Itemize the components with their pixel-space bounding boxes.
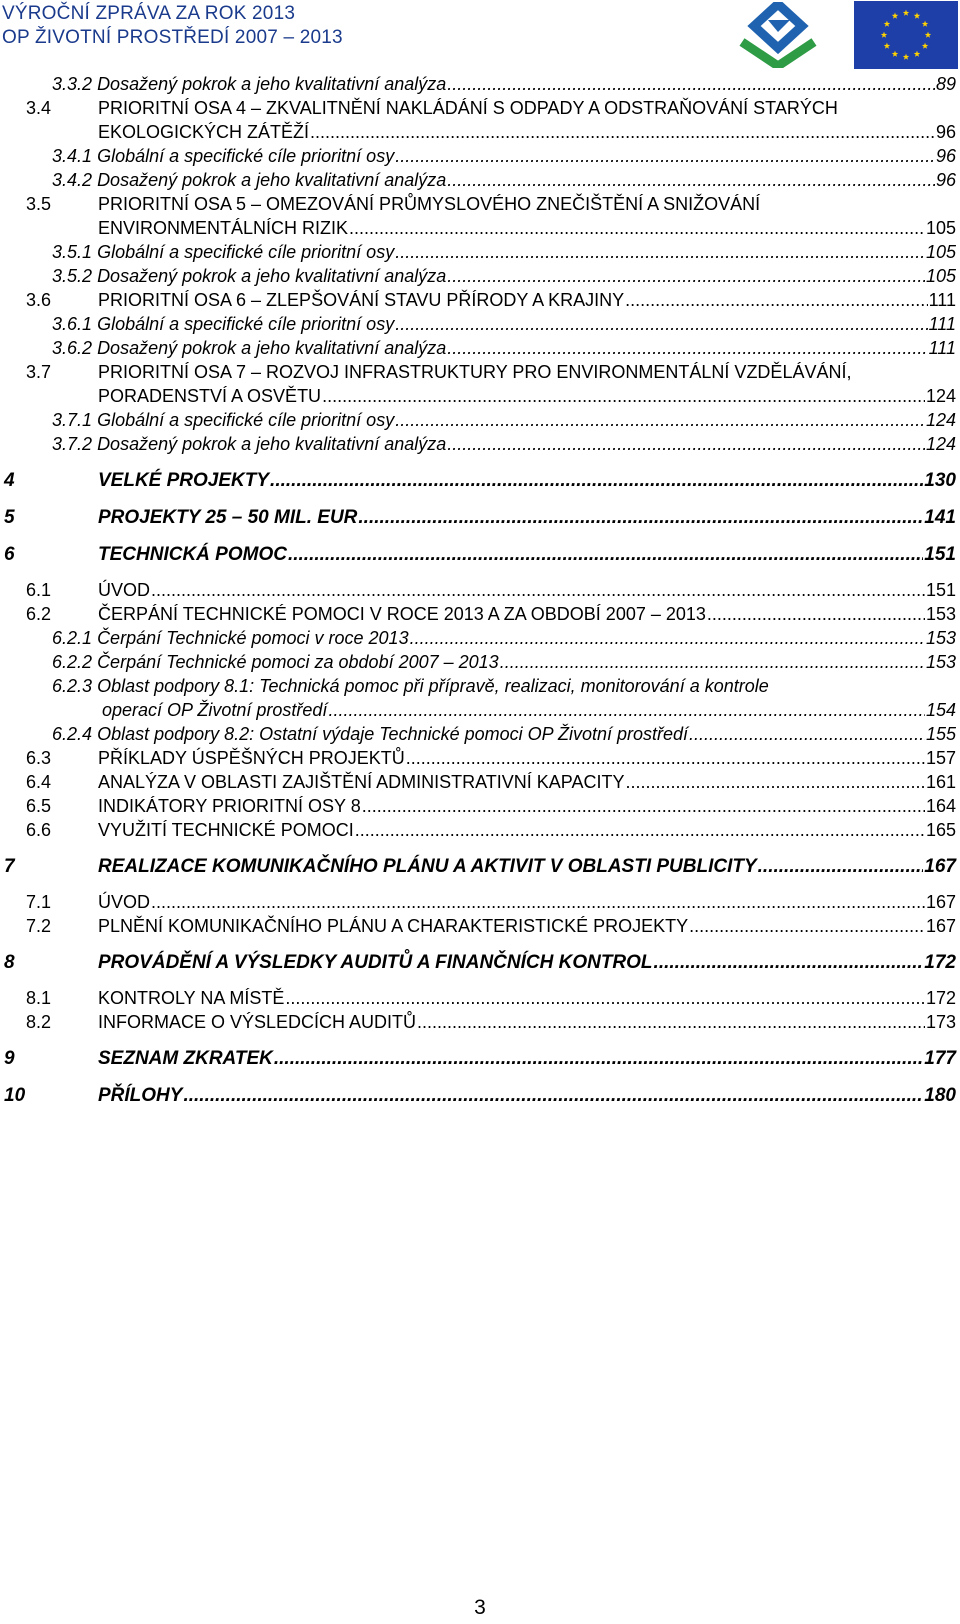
toc-page-number: 151 [925, 580, 956, 600]
toc-number: 4 [4, 470, 15, 491]
toc-page-number: 167 [925, 892, 956, 912]
toc-leader-dots [406, 746, 925, 770]
toc-page-number: 161 [925, 772, 956, 792]
toc-page-number: 124 [925, 410, 956, 430]
toc-number: 10 [4, 1085, 26, 1106]
toc-title: Dosažený pokrok a jeho kvalitativní analýza [97, 434, 447, 454]
toc-page-number: 124 [925, 434, 956, 454]
toc-number: 3.4.2 [52, 170, 93, 190]
toc-entry[interactable] [0, 986, 960, 1010]
toc-page-number: 105 [925, 266, 956, 286]
toc-title: KONTROLY NA MÍSTĚ [98, 988, 285, 1008]
toc-title: Dosažený pokrok a jeho kvalitativní analýza [97, 74, 447, 94]
toc-entry[interactable] [0, 914, 960, 938]
toc-entry[interactable] [0, 770, 960, 794]
toc-entry[interactable] [0, 432, 960, 456]
toc-entry[interactable] [0, 818, 960, 842]
toc-title: ANALÝZA V OBLASTI ZAJIŠTĚNÍ ADMINISTRATIVNÍ KAPACITY [98, 772, 625, 792]
toc-entry[interactable] [0, 469, 960, 493]
toc-entry[interactable] [0, 626, 960, 650]
toc-title: Globální a specifické cíle prioritní osy [97, 410, 395, 430]
toc-number: 6.1 [26, 580, 52, 600]
toc-leader-dots [410, 626, 925, 650]
toc-number: 3.7.2 [52, 434, 93, 454]
toc-leader-dots [447, 432, 925, 456]
table-of-contents [0, 72, 960, 1108]
toc-page-number: 111 [928, 290, 956, 310]
toc-entry[interactable] [0, 1010, 960, 1034]
toc-entry[interactable] [0, 506, 960, 530]
toc-title: Čerpání Technické pomoci za období 2007 – 2013 [97, 652, 499, 672]
toc-title: PRIORITNÍ OSA 6 – ZLEPŠOVÁNÍ STAVU PŘÍRODY A KRAJINY [98, 290, 625, 310]
toc-page-number: 96 [935, 122, 956, 142]
toc-number: 3.7 [26, 362, 52, 382]
toc-number: 3.6 [26, 290, 52, 310]
toc-title: VYUŽITÍ TECHNICKÉ POMOCI [98, 820, 354, 840]
toc-entry[interactable] [0, 192, 960, 240]
toc-page-number: 153 [925, 628, 956, 648]
toc-number: 9 [4, 1048, 15, 1069]
toc-leader-dots [447, 72, 935, 96]
toc-title: PROJEKTY 25 – 50 MIL. EUR [98, 507, 358, 528]
toc-number: 6.2.3 [52, 676, 93, 696]
toc-number: 3.5.1 [52, 242, 93, 262]
toc-number: 3.4 [26, 98, 52, 118]
toc-number: 6.4 [26, 772, 52, 792]
toc-title: PROVÁDĚNÍ A VÝSLEDKY AUDITŮ A FINANČNÍCH KONTROL [98, 952, 653, 973]
toc-entry[interactable] [0, 360, 960, 408]
toc-leader-dots [689, 914, 925, 938]
toc-leader-dots [395, 312, 927, 336]
toc-page-number: 172 [925, 988, 956, 1008]
toc-number: 8.2 [26, 1012, 52, 1032]
toc-leader-dots [151, 890, 925, 914]
toc-title: INFORMACE O VÝSLEDCÍCH AUDITŮ [98, 1012, 417, 1032]
toc-entry[interactable] [0, 722, 960, 746]
toc-title: Oblast podpory 8.1: Technická pomoc při přípravě, realizaci, monitorování a kontrole [97, 676, 769, 696]
toc-title: VELKÉ PROJEKTY [98, 470, 270, 491]
toc-leader-dots [274, 1047, 923, 1071]
toc-title: Globální a specifické cíle prioritní osy [97, 314, 395, 334]
toc-page-number: 96 [935, 146, 956, 166]
toc-entry[interactable] [0, 890, 960, 914]
toc-title: PRIORITNÍ OSA 5 – OMEZOVÁNÍ PRŮMYSLOVÉHO ZNEČIŠTĚNÍ A SNIŽOVÁNÍ [98, 194, 761, 214]
toc-page-number: 164 [925, 796, 956, 816]
toc-leader-dots [758, 855, 924, 879]
toc-leader-dots [362, 794, 925, 818]
toc-entry[interactable] [0, 312, 960, 336]
toc-page-number: 111 [928, 314, 956, 334]
toc-entry[interactable] [0, 650, 960, 674]
toc-page-number: 96 [935, 170, 956, 190]
toc-leader-dots [447, 168, 935, 192]
toc-entry[interactable] [0, 1084, 960, 1108]
toc-entry[interactable] [0, 72, 960, 96]
toc-title: Oblast podpory 8.2: Ostatní výdaje Technické pomoci OP Životní prostředí [97, 724, 689, 744]
toc-page-number: 154 [925, 700, 956, 720]
toc-number: 3.6.1 [52, 314, 93, 334]
toc-number: 8.1 [26, 988, 52, 1008]
toc-entry[interactable] [0, 746, 960, 770]
toc-title: ČERPÁNÍ TECHNICKÉ POMOCI V ROCE 2013 A ZA OBDOBÍ 2007 – 2013 [98, 604, 706, 624]
toc-number: 7.1 [26, 892, 52, 912]
toc-title: PRIORITNÍ OSA 7 – ROZVOJ INFRASTRUKTURY PRO ENVIRONMENTÁLNÍ VZDĚLÁVÁNÍ, [98, 362, 852, 382]
toc-leader-dots [328, 698, 925, 722]
toc-page-number: 124 [925, 386, 956, 406]
toc-title: PLNĚNÍ KOMUNIKAČNÍHO PLÁNU A CHARAKTERISTICKÉ PROJEKTY [98, 916, 689, 936]
toc-leader-dots [447, 264, 925, 288]
toc-leader-dots [625, 288, 927, 312]
toc-leader-dots [270, 469, 923, 493]
toc-page-number: 157 [925, 748, 956, 768]
toc-leader-dots [310, 120, 935, 144]
toc-number: 7 [4, 856, 15, 877]
toc-number: 3.5 [26, 194, 52, 214]
toc-entry[interactable] [0, 602, 960, 626]
toc-entry[interactable] [0, 288, 960, 312]
toc-number: 3.3.2 [52, 74, 93, 94]
toc-number: 7.2 [26, 916, 52, 936]
toc-title: SEZNAM ZKRATEK [98, 1048, 273, 1069]
toc-entry[interactable] [0, 674, 960, 722]
toc-leader-dots [322, 384, 925, 408]
toc-number: 6.2 [26, 604, 52, 624]
toc-number: 6.2.1 [52, 628, 93, 648]
toc-number: 8 [4, 952, 15, 973]
toc-page-number: 153 [925, 652, 956, 672]
toc-leader-dots [654, 951, 924, 975]
toc-title: Globální a specifické cíle prioritní osy [97, 242, 395, 262]
toc-title: REALIZACE KOMUNIKAČNÍHO PLÁNU A AKTIVIT V OBLASTI PUBLICITY [98, 856, 757, 877]
toc-title: Čerpání Technické pomoci v roce 2013 [97, 628, 409, 648]
toc-title: Dosažený pokrok a jeho kvalitativní analýza [97, 266, 447, 286]
toc-title: Dosažený pokrok a jeho kvalitativní analýza [97, 170, 447, 190]
toc-title: PŘÍLOHY [98, 1085, 183, 1106]
toc-leader-dots [417, 1010, 925, 1034]
toc-page-number: 141 [924, 507, 956, 528]
toc-number: 6 [4, 544, 15, 565]
toc-title: ÚVOD [98, 580, 151, 600]
toc-leader-dots [151, 578, 925, 602]
toc-entry[interactable] [0, 336, 960, 360]
sfzp-logo-icon [738, 2, 818, 68]
report-subtitle: OP ŽIVOTNÍ PROSTŘEDÍ 2007 – 2013 [2, 27, 343, 48]
toc-entry[interactable] [0, 240, 960, 264]
toc-page-number: 89 [935, 74, 956, 94]
toc-leader-dots [625, 770, 925, 794]
toc-number: 3.5.2 [52, 266, 93, 286]
toc-number: 5 [4, 507, 15, 528]
toc-page-number: 165 [925, 820, 956, 840]
toc-title: Dosažený pokrok a jeho kvalitativní analýza [97, 338, 447, 358]
toc-leader-dots [395, 144, 935, 168]
toc-leader-dots [395, 408, 925, 432]
toc-entry[interactable] [0, 408, 960, 432]
toc-page-number: 105 [925, 242, 956, 262]
toc-page-number: 105 [925, 218, 956, 238]
toc-page-number: 172 [924, 952, 956, 973]
toc-entry[interactable] [0, 1047, 960, 1071]
toc-title-continued: PORADENSTVÍ A OSVĚTU [98, 386, 322, 406]
toc-entry[interactable] [0, 855, 960, 879]
toc-leader-dots [285, 986, 925, 1010]
toc-number: 6.5 [26, 796, 52, 816]
toc-entry[interactable] [0, 951, 960, 975]
toc-page-number: 180 [924, 1085, 956, 1106]
toc-leader-dots [355, 818, 925, 842]
toc-page-number: 167 [924, 856, 956, 877]
toc-title: ÚVOD [98, 892, 151, 912]
toc-leader-dots [358, 506, 923, 530]
toc-number: 6.3 [26, 748, 52, 768]
toc-number: 6.2.4 [52, 724, 93, 744]
toc-number: 3.7.1 [52, 410, 93, 430]
report-title: VÝROČNÍ ZPRÁVA ZA ROK 2013 [2, 3, 296, 24]
toc-number: 6.6 [26, 820, 52, 840]
toc-leader-dots [500, 650, 925, 674]
toc-leader-dots [707, 602, 925, 626]
toc-entry[interactable] [0, 543, 960, 567]
toc-entry[interactable] [0, 264, 960, 288]
toc-leader-dots [183, 1084, 923, 1108]
toc-number: 3.4.1 [52, 146, 93, 166]
toc-leader-dots [349, 216, 925, 240]
toc-page-number: 177 [924, 1048, 956, 1069]
toc-title: Globální a specifické cíle prioritní osy [97, 146, 395, 166]
toc-page-number: 130 [924, 470, 956, 491]
toc-entry[interactable] [0, 144, 960, 168]
report-header [2, 2, 343, 50]
toc-title-continued: ENVIRONMENTÁLNÍCH RIZIK [98, 218, 349, 238]
toc-title: PRIORITNÍ OSA 4 – ZKVALITNĚNÍ NAKLÁDÁNÍ S ODPADY A ODSTRAŇOVÁNÍ STARÝCH [98, 98, 838, 118]
toc-entry[interactable] [0, 578, 960, 602]
toc-title-continued: EKOLOGICKÝCH ZÁTĚŽÍ [98, 122, 310, 142]
toc-title-continued: operací OP Životní prostředí [102, 700, 328, 720]
toc-page-number: 155 [925, 724, 956, 744]
toc-leader-dots [288, 543, 923, 567]
toc-page-number: 173 [925, 1012, 956, 1032]
toc-leader-dots [447, 336, 927, 360]
toc-page-number: 111 [928, 338, 956, 358]
eu-flag-icon [854, 1, 958, 69]
toc-title: INDIKÁTORY PRIORITNÍ OSY 8 [98, 796, 361, 816]
toc-entry[interactable] [0, 794, 960, 818]
toc-leader-dots [689, 722, 925, 746]
toc-page-number: 153 [925, 604, 956, 624]
toc-title: PŘÍKLADY ÚSPĚŠNÝCH PROJEKTŮ [98, 748, 405, 768]
toc-page-number: 151 [924, 544, 956, 565]
toc-leader-dots [395, 240, 925, 264]
toc-entry[interactable] [0, 168, 960, 192]
toc-page-number: 167 [925, 916, 956, 936]
toc-title: TECHNICKÁ POMOC [98, 544, 287, 565]
toc-entry[interactable] [0, 96, 960, 144]
toc-number: 6.2.2 [52, 652, 93, 672]
toc-number: 3.6.2 [52, 338, 93, 358]
page-number: 3 [474, 1596, 486, 1619]
